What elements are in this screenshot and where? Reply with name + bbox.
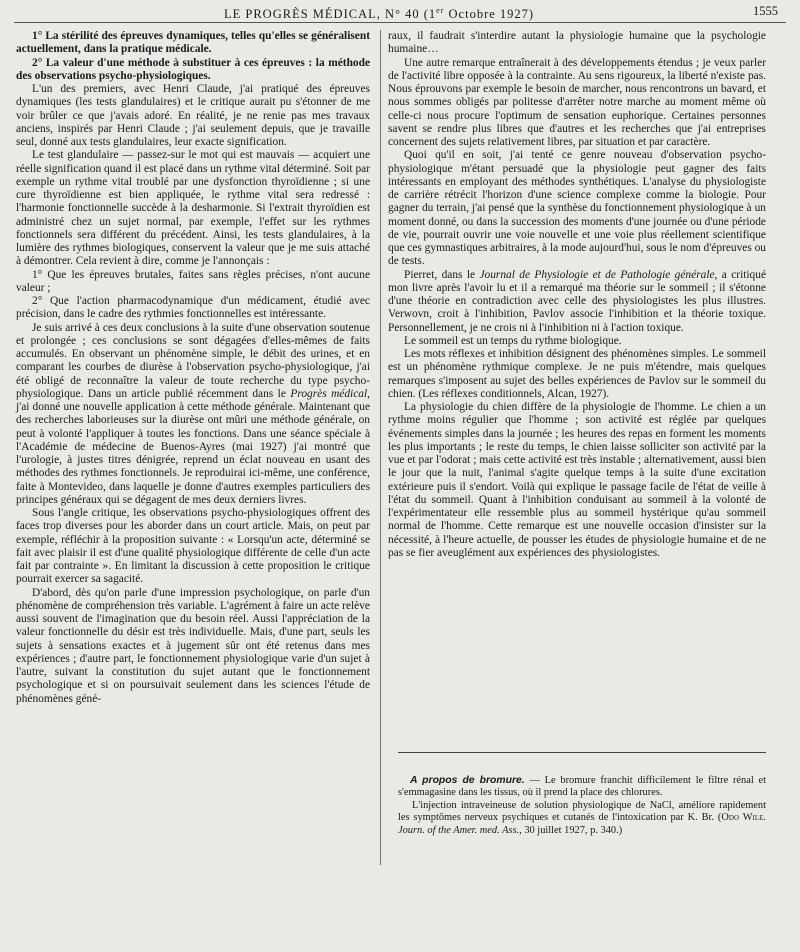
paragraph: 2° Que l'action pharmacodynamique d'un médicament, étudié avec précision, dans le cadre des rythmies fonctionnelles est intéressante. <box>16 295 370 321</box>
running-header <box>14 0 786 23</box>
paragraph: 1° Que les épreuves brutales, faites sans règles précises, n'ont aucune valeur ; <box>16 268 370 294</box>
journal-title: LE PROGRÈS MÉDICAL, N° 40 (1er Octobre 1927) <box>224 6 535 22</box>
column-divider <box>380 30 381 865</box>
paragraph: raux, il faudrait s'interdire autant la physiologie humaine que la psychologie humaine… <box>388 30 766 56</box>
left-column <box>16 30 370 706</box>
note-paragraph: L'injection intraveineuse de solution physiologique de NaCl, améliore rapidement les symptômes nerveux psychiques et cutanés de l'intoxication par K. Br. (Odo Wile. Journ. of the Amer. med. Ass., 30 juillet 1927, p. 340.) <box>398 799 766 836</box>
paragraph: 1° La stérilité des épreuves dynamiques, telles qu'elles se généralisent actuellement, dans la pratique médicale. <box>16 30 370 56</box>
news-note <box>398 775 766 837</box>
note-heading: A propos de bromure. <box>410 775 525 786</box>
right-column <box>388 30 766 560</box>
paragraph: Quoi qu'il en soit, j'ai tenté ce genre nouveau d'observation psycho-physiologique m'étant persuadé que la physiologie peut gagner des faits intéressants en employant des méthodes synthétiques. L'analyse du physiologiste de carrière rétrécit l'horizon d'une science complexe comme la biologie. Pour gagner du terrain, j'ai pensé que la synthèse du fonctionnement physiologique à un moment donné, ou dans la succession des moments d'une journée ou d'une période de vie, pourrait ouvrir une voie nouvelle et une voie plus réellement scientifique que ces gymnastiques arbitraires, à la mode aujourd'hui, sous le nom d'épreuves ou de tests. <box>388 149 766 268</box>
section-rule <box>398 752 766 753</box>
paragraph: La physiologie du chien diffère de la physiologie de l'homme. Le chien a un rythme moins régulier que l'homme ; son activité est réglée par quelques événements simples dans la journée ; les heures des repas en forment les moments les plus importants ; le reste du temps, le chien laisse solliciter son activité par la vue et par l'odorat ; mais cette activité est très instable ; alternativement, aussi bien le jour que la nuit, l'animal s'agite quelque temps à la suite d'une excitation extérieure puis il s'endort. Voilà qui explique le passage facile de l'état de veille à l'état du sommeil. Quant à l'inhibition conduisant au sommeil à la volonté de l'expérimentateur elle ressemble plus au sommeil hystérique qu'au sommeil normal de l'homme. Cette remarque est une nouvelle occasion d'insister sur la nécessité, à l'heure actuelle, de pousser les études de physiologie humaine et de ne pas se fier aveuglément aux expériences des physiologistes. <box>388 401 766 559</box>
paragraph: Sous l'angle critique, les observations psycho-physiologiques offrent des faces trop diverses pour les aborder dans un court article. Mais, on peut par exemple, réfléchir à la proposition suivante : « Lorsqu'un acte, déterminé se fait avec plaisir il est d'une qualité physiologique différente de celle d'un acte fait par contrainte ». En limitant la discussion à cette proposition le critique pourrait exercer sa sagacité. <box>16 507 370 586</box>
paragraph: 2° La valeur d'une méthode à substituer à ces épreuves : la méthode des observations psycho-physiologiques. <box>16 56 370 82</box>
journal-reference: Journal de Physiologie et de Pathologie générale <box>479 268 715 281</box>
page-number: 1555 <box>753 4 778 18</box>
note-paragraph: A propos de bromure. — Le bromure franchit difficilement le filtre rénal et s'emmagasine dans les tissus, où il prend la place des chlorures. <box>398 775 767 799</box>
paragraph: Les mots réflexes et inhibition désignent des phénomènes simples. Le sommeil est un phénomène rythmique complexe. Je ne puis m'étendre, mais quelques remarques s'imposent au sujet des belles expériences de Pavlov sur le sommeil du chien. (Les réflexes conditionnels, Alcan, 1927). <box>388 348 766 400</box>
paragraph: Je suis arrivé à ces deux conclusions à la suite d'une observation soutenue et prolongée ; ces conclusions se sont dégagées d'elles-mêmes de faits accumulés. En observant un phénomène simple, le débit des urines, et en comparant les courbes de diurèse à l'observation psycho-physiologique, j'ai été obligé de reconnaître la valeur de toute recherche du type psycho-physiologique. Dans un article publié récemment dans le Progrès médical, j'ai donné une nouvelle application à cette méthode générale. Maintenant que des recherches laborieuses sur la diurèse ont mûri une méthode générale, on peut à volonté l'appliquer à toutes les fonctions. Dans une séance spéciale à l'Académie de médecine de Buenos-Ayres (mai 1927) j'ai montré que l'urologie, à justes titres dénigrée, reprend un éclat nouveau en usant des méthodes des rythmes fonctionnels. Je reproduirai ici-même, une conférence, faite à Montevideo, dans laquelle je donne d'autres exemples particuliers des principes généraux qui se dégagent de mes deux derniers livres. <box>16 321 370 506</box>
note-author: Odo Wile <box>721 812 764 824</box>
paragraph: D'abord, dès qu'on parle d'une impression psychologique, on parle d'un phénomène de compréhension très variable. L'agrément à faire un acte relève aussi souvent de l'imagination que du besoin réel. Aussi l'appréciation de la valeur fonctionnelle du désir est très individuelle. Mais, d'une part, seuls les sujets à sensations exactes et à jugement sûr ont été retenus dans mes expériences ; d'autre part, le fonctionnement physiologique varie d'un sujet à l'autre, suivant la constitution du sujet autant que le fonctionnement psychologique et si on poursuivait seulement dans les sciences l'étude de phénomènes géné- <box>16 586 370 705</box>
paragraph: L'un des premiers, avec Henri Claude, j'ai pratiqué des épreuves dynamiques (les tests glandulaires) et le critique aurait pu s'étonner de me voir brûler ce que j'avais adoré. En réalité, je ne renie pas mes travaux anciens, inspirés par Henri Claude ; j'ai seulement depuis, que je travaille seul, donné aux tests glandulaires, leur exacte signification. <box>16 83 370 148</box>
paragraph: Le test glandulaire — passez-sur le mot qui est mauvais — acquiert une réelle signification quand il est placé dans un rythme vital déterminé. Soit par exemple un rythme vital troublé par une dysfonction thyroïdienne ; si une cure thyroïdienne est bien appliquée, le rythme vital sera redressé : l'harmonie fonctionnelle succède à la desharmonie. Si l'extrait thyroïdien est administré chez un sujet normal, par exemple, l'effet sur les rythmes fonctionnels sera différent du précédent. Ainsi, les tests glandulaires, à la lumière des rythmes biologiques, conservent la valeur que je me suis attaché à démontrer. Cela revient à dire, comme je l'annonçais : <box>16 149 370 268</box>
paragraph: Une autre remarque entraînerait à des développements étendus ; je veux parler de l'activité libre opposée à la contrainte. Au sens rigoureux, la liberté n'existe pas. Nous éprouvons par exemple le besoin de marcher, nous rencontrons un bavard, et nous sommes obligés par politesse d'arrêter notre marche au moment même où celle-ci nous procure l'optimum de sensation euphorique. Certaines personnes savent se rendre plus libres que d'autres et les recherches que j'ai entreprises concernent des sujets relativement libres, par situation et par caractère. <box>388 56 766 148</box>
paragraph: Pierret, dans le Journal de Physiologie et de Pathologie générale, a critiqué mon livre après l'avoir lu et il a remarqué ma théorie sur le sommeil ; il s'étonne d'une théorie en contradiction avec celle des physiologistes les plus illustres. Verwovn, croit à l'inhibition, Pavlov associe l'inhibition et la théorie toxique. Personnellement, je ne crois ni à l'inhibition ni à l'action toxique. <box>388 268 767 334</box>
paragraph: Le sommeil est un temps du rythme biologique. <box>404 334 622 347</box>
journal-reference: Progrès médical <box>290 387 368 400</box>
